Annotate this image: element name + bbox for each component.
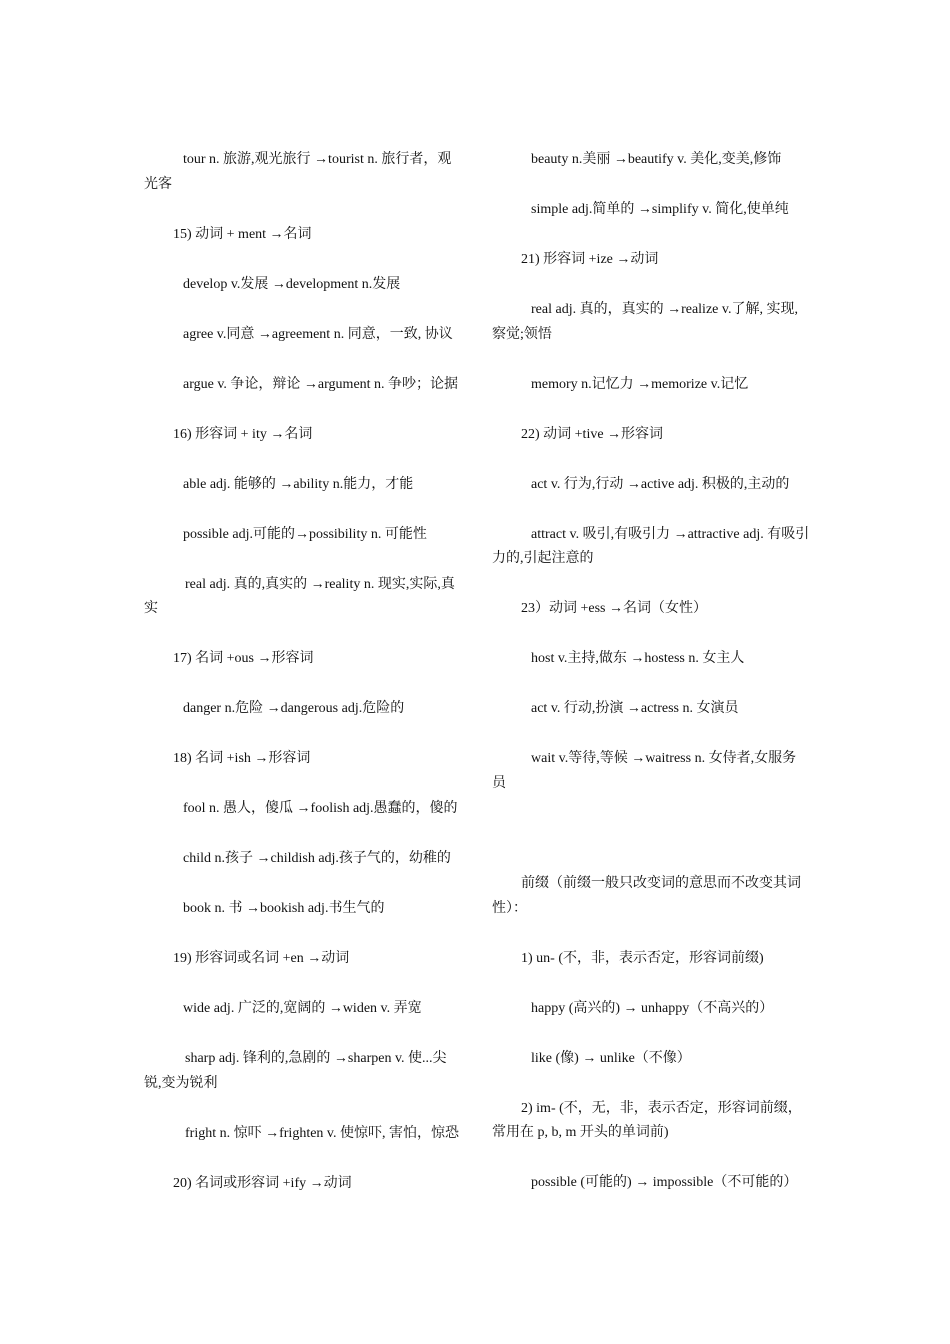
- vocab-entry: wait v.等待,等候 →waitress n. 女侍者,女服务员: [492, 751, 797, 791]
- section-heading: 15) 动词 + ment →名词: [173, 226, 312, 242]
- vocab-entry: beauty n.美丽 →beautify v. 美化,变美,修饰: [531, 152, 782, 167]
- section-heading: 23）动词 +ess →名词（女性）: [521, 601, 708, 616]
- vocab-entry: wide adj. 广泛的,宽阔的 →widen v. 弄宽: [183, 1001, 422, 1016]
- right-column: [492, 148, 810, 1196]
- vocab-entry: attract v. 吸引,有吸引力 →attractive adj. 有吸引力的,引起注意的: [492, 526, 810, 566]
- section-heading: 19) 形容词或名词 +en →动词: [173, 951, 350, 966]
- vocab-entry: able adj. 能够的 →ability n.能力，才能: [183, 476, 414, 492]
- left-column: [144, 148, 462, 1196]
- vocab-entry: act v. 行为,行动 →active adj. 积极的,主动的: [531, 476, 790, 492]
- vocab-entry: child n.孩子 →childish adj.孩子气的，幼稚的: [183, 851, 451, 866]
- vocab-entry: simple adj.简单的 →simplify v. 简化,使单纯: [531, 202, 789, 217]
- section-heading: 16) 形容词 + ity →名词: [173, 426, 313, 442]
- section-heading: 20) 名词或形容词 +ify →动词: [173, 1175, 352, 1191]
- prefix-section-heading: 前缀（前缀一般只改变词的意思而不改变其词性）：: [492, 876, 801, 916]
- section-heading: 2) im- (不，无，非，表示否定，形容词前缀，常用在 p, b, m 开头的单词前): [492, 1100, 802, 1140]
- vocab-entry: danger n.危险 →dangerous adj.危险的: [183, 701, 405, 716]
- vocab-entry: act v. 行动,扮演 →actress n. 女演员: [531, 701, 739, 716]
- vocab-entry: real adj. 真的,真实的 →reality n. 现实,实际,真实: [144, 576, 455, 616]
- vocab-entry: like (像) → unlike（不像）: [531, 1050, 691, 1066]
- vocab-entry: agree v.同意 →agreement n. 同意，一致, 协议: [183, 326, 453, 342]
- vocab-entry: real adj. 真的，真实的 →realize v.了解, 实现,察觉;领悟: [492, 302, 798, 342]
- vocab-entry: argue v. 争论，辩论 →argument n. 争吵；论据: [183, 376, 459, 392]
- vocab-entry: develop v.发展 →development n.发展: [183, 276, 401, 292]
- section-heading: 1) un- (不，非，表示否定，形容词前缀): [521, 950, 764, 966]
- vocab-entry: tour n. 旅游,观光旅行 →tourist n. 旅行者，观光客: [144, 152, 452, 192]
- vocab-entry: memory n.记忆力 →memorize v.记忆: [531, 376, 749, 392]
- section-heading: 22) 动词 +tive →形容词: [521, 426, 664, 442]
- vocab-entry: happy (高兴的) → unhappy（不高兴的）: [531, 1000, 774, 1016]
- vocab-entry: possible adj.可能的→possibility n. 可能性: [183, 526, 427, 542]
- vocab-entry: book n. 书 →bookish adj.书生气的: [183, 901, 385, 916]
- vocab-entry: sharp adj. 锋利的,急剧的 →sharpen v. 使...尖锐,变为锐利: [144, 1051, 447, 1091]
- vocab-entry: fool n. 愚人，傻瓜 →foolish adj.愚蠢的，傻的: [183, 801, 458, 816]
- vocab-entry: fright n. 惊吓 →frighten v. 使惊吓, 害怕，惊恐: [185, 1125, 460, 1141]
- vocab-entry: possible (可能的) → impossible（不可能的）: [531, 1175, 798, 1190]
- vocab-entry: host v.主持,做东 →hostess n. 女主人: [531, 651, 745, 666]
- section-heading: 21) 形容词 +ize →动词: [521, 252, 659, 267]
- section-heading: 18) 名词 +ish →形容词: [173, 751, 311, 766]
- section-heading: 17) 名词 +ous →形容词: [173, 651, 314, 666]
